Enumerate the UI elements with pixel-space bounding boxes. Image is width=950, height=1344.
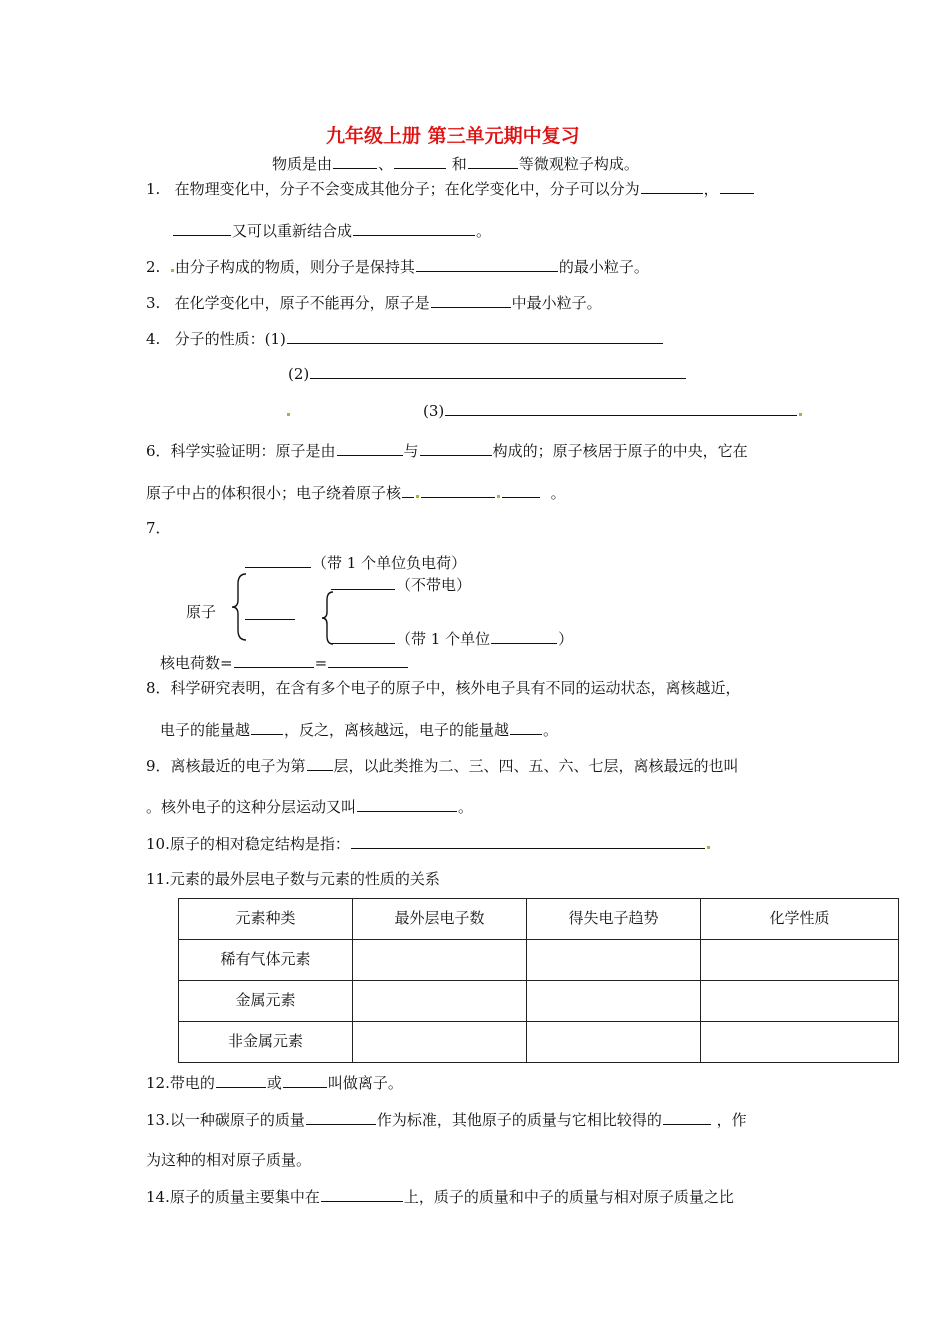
blank[interactable]	[420, 440, 492, 456]
question-9-cont	[146, 796, 473, 817]
question-text: 电子的能量越	[160, 721, 251, 739]
dot-mark	[707, 846, 710, 849]
blank[interactable]	[328, 652, 408, 668]
structure-label: ）	[558, 630, 574, 648]
dot-mark	[497, 495, 500, 498]
question-text: 作为标准，其他原子的质量与它相比较得的	[376, 1111, 662, 1129]
question-text: 10.原子的相对稳定结构是指：	[146, 835, 350, 853]
blank[interactable]	[402, 482, 414, 498]
blank[interactable]	[245, 604, 295, 620]
question-13	[146, 1109, 747, 1130]
blank[interactable]	[468, 153, 518, 169]
blank[interactable]	[216, 1072, 266, 1088]
blank[interactable]	[351, 833, 705, 849]
blank[interactable]	[333, 153, 377, 169]
table-cell[interactable]	[701, 940, 899, 981]
question-3	[146, 292, 602, 313]
table-cell[interactable]	[353, 981, 527, 1022]
blank[interactable]	[663, 1109, 711, 1125]
dot-mark	[416, 495, 419, 498]
structure-label: （不带电）	[396, 576, 472, 594]
question-text: 6．科学实验证明：原子是由	[146, 442, 336, 460]
blank[interactable]	[331, 574, 395, 590]
table-row-label: 金属元素	[179, 981, 353, 1022]
question-text: (2)	[288, 365, 310, 383]
table-header: 得失电子趋势	[527, 899, 701, 940]
structure-label: =	[314, 654, 328, 672]
blank[interactable]	[234, 652, 314, 668]
table-header: 化学性质	[701, 899, 899, 940]
dot-mark	[799, 413, 802, 416]
q7-charge-line	[160, 652, 409, 673]
blank[interactable]	[445, 400, 797, 416]
question-number: 3.	[146, 294, 161, 312]
blank[interactable]	[251, 719, 283, 735]
blank[interactable]	[416, 256, 558, 272]
question-text: 为这种的相对原子质量。	[146, 1151, 312, 1169]
blank[interactable]	[502, 482, 540, 498]
question-13-cont	[146, 1150, 311, 1170]
blank[interactable]	[357, 796, 457, 812]
question-text: 中最小粒子。	[511, 294, 602, 312]
intro-text: 和	[447, 155, 467, 173]
question-number: 4.	[146, 330, 161, 348]
blank[interactable]	[310, 363, 686, 379]
blank[interactable]	[337, 440, 403, 456]
question-number: 1.	[146, 180, 161, 198]
blank[interactable]	[306, 1109, 376, 1125]
question-1	[146, 178, 755, 199]
table-header: 最外层电子数	[353, 899, 527, 940]
question-text: 12.带电的	[146, 1074, 215, 1092]
question-6	[146, 440, 748, 461]
table-cell[interactable]	[527, 981, 701, 1022]
question-text: 上，质子的质量和中子的质量与相对原子质量之比	[403, 1188, 734, 1206]
structure-label: （带 1 个单位负电荷）	[312, 554, 467, 572]
question-9	[146, 755, 739, 776]
question-4-item-3	[286, 400, 803, 421]
question-4	[146, 328, 664, 349]
question-6-cont	[146, 482, 566, 503]
question-text: 13.以一种碳原子的质量	[146, 1111, 305, 1129]
question-text: ，作	[711, 1111, 747, 1129]
intro-text: 等微观粒子构成。	[518, 155, 639, 173]
table-cell[interactable]	[701, 1022, 899, 1063]
question-text: 11.元素的最外层电子数与元素的性质的关系	[146, 870, 440, 888]
question-text: 9．离核最近的电子为第	[146, 757, 306, 775]
table-row	[179, 940, 899, 981]
page-title: 九年级上册 第三单元期中复习	[326, 125, 580, 147]
q7-neutron-line	[330, 574, 471, 595]
question-text: 14.原子的质量主要集中在	[146, 1188, 320, 1206]
question-text: 。	[550, 484, 566, 502]
blank[interactable]	[641, 178, 703, 194]
question-1-cont	[172, 220, 491, 241]
element-properties-table	[178, 898, 899, 1063]
intro-line	[272, 153, 639, 174]
question-4-item-2	[288, 363, 687, 384]
blank[interactable]	[510, 719, 542, 735]
q7-nucleus-line	[244, 604, 296, 625]
table-cell[interactable]	[701, 981, 899, 1022]
intro-text: 物质是由	[272, 155, 333, 173]
blank[interactable]	[431, 292, 511, 308]
question-text: 与	[403, 442, 419, 460]
structure-label: 核电荷数=	[160, 654, 233, 672]
question-text: 在化学变化中，原子不能再分，原子是	[174, 294, 430, 312]
blank[interactable]	[287, 328, 663, 344]
left-brace-icon	[230, 572, 250, 642]
dot-mark	[287, 413, 290, 416]
q7-electron-line	[244, 552, 466, 573]
q7-proton-line	[330, 628, 573, 649]
blank[interactable]	[491, 628, 557, 644]
question-text: ，	[703, 180, 719, 198]
blank[interactable]	[307, 755, 333, 771]
blank[interactable]	[421, 482, 495, 498]
table-header: 元素种类	[179, 899, 353, 940]
question-text: (3)	[423, 402, 445, 420]
question-text: 。核外电子的这种分层运动又叫	[146, 798, 357, 816]
blank[interactable]	[321, 1186, 403, 1202]
question-text: ，反之，离核越远，电子的能量越	[284, 721, 510, 739]
question-text: 。	[476, 222, 492, 240]
blank[interactable]	[331, 628, 395, 644]
blank[interactable]	[283, 1072, 327, 1088]
table-row-label: 非金属元素	[179, 1022, 353, 1063]
blank[interactable]	[245, 552, 311, 568]
question-8-cont	[160, 719, 558, 740]
blank[interactable]	[394, 153, 446, 169]
question-2	[146, 256, 649, 277]
table-cell[interactable]	[353, 940, 527, 981]
table-cell[interactable]	[527, 1022, 701, 1063]
left-brace-icon	[320, 590, 336, 646]
intro-text: 、	[378, 155, 394, 173]
blank[interactable]	[720, 178, 754, 194]
question-text: 或	[266, 1074, 282, 1092]
question-number: 2.	[146, 258, 161, 276]
question-8	[146, 678, 741, 698]
question-text: 的最小粒子。	[558, 258, 649, 276]
question-text: 又可以重新结合成	[232, 222, 353, 240]
blank[interactable]	[353, 220, 475, 236]
q7-atom-label: 原子	[186, 603, 217, 621]
question-text: 8．科学研究表明，在含有多个电子的原子中，核外电子具有不同的运动状态，离核越近，	[146, 679, 741, 697]
question-11	[146, 869, 440, 889]
table-row-label: 稀有气体元素	[179, 940, 353, 981]
question-12	[146, 1072, 403, 1093]
structure-label: （带 1 个单位	[396, 630, 491, 648]
question-10	[146, 833, 711, 854]
question-text: 由分子构成的物质，则分子是保持其	[174, 258, 415, 276]
question-text: 层，以此类推为二、三、四、五、六、七层，离核最远的也叫	[333, 757, 739, 775]
table-row	[179, 981, 899, 1022]
question-text: 。	[458, 798, 474, 816]
question-text: 原子中占的体积很小；电子绕着原子核	[146, 484, 402, 502]
table-row	[179, 1022, 899, 1063]
question-7-number: 7．	[146, 519, 171, 537]
question-14	[146, 1186, 734, 1207]
question-text: 。	[543, 721, 559, 739]
blank[interactable]	[173, 220, 231, 236]
table-cell[interactable]	[353, 1022, 527, 1063]
table-header-row	[179, 899, 899, 940]
question-text: 分子的性质：(1)	[174, 330, 286, 348]
question-text: 叫做离子。	[327, 1074, 403, 1092]
question-text: 在物理变化中，分子不会变成其他分子；在化学变化中，分子可以分为	[174, 180, 640, 198]
question-text: 构成的；原子核居于原子的中央，它在	[492, 442, 748, 460]
dot-mark	[171, 269, 174, 272]
table-cell[interactable]	[527, 940, 701, 981]
